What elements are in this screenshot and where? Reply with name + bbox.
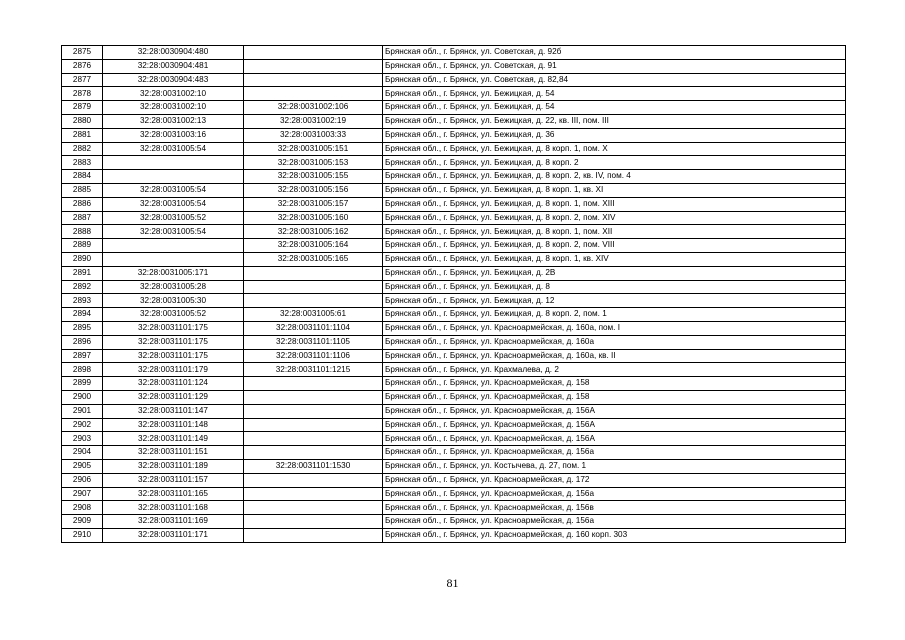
address-cell: Брянская обл., г. Брянск, ул. Костычева, д. 27, пом. 1	[383, 459, 846, 473]
building-cadastral-number-cell: 32:28:0031101:1105	[244, 335, 383, 349]
table-row	[62, 239, 846, 253]
address-cell: Брянская обл., г. Брянск, ул. Красноармейская, д. 156в	[383, 501, 846, 515]
row-number-cell: 2901	[62, 404, 103, 418]
address-cell: Брянская обл., г. Брянск, ул. Бежицкая, д. 8 корп. 1, пом. XII	[383, 225, 846, 239]
building-cadastral-number-cell: 32:28:0031005:153	[244, 156, 383, 170]
address-cell: Брянская обл., г. Брянск, ул. Бежицкая, д. 2В	[383, 266, 846, 280]
land-cadastral-number-cell: 32:28:0031002:10	[103, 101, 244, 115]
table-row	[62, 390, 846, 404]
building-cadastral-number-cell: 32:28:0031005:165	[244, 252, 383, 266]
address-cell: Брянская обл., г. Брянск, ул. Красноармейская, д. 160а	[383, 335, 846, 349]
land-cadastral-number-cell	[103, 239, 244, 253]
row-number-cell: 2898	[62, 363, 103, 377]
table-row	[62, 321, 846, 335]
address-cell: Брянская обл., г. Брянск, ул. Крахмалева, д. 2	[383, 363, 846, 377]
table-row	[62, 473, 846, 487]
building-cadastral-number-cell: 32:28:0031005:155	[244, 170, 383, 184]
table-row	[62, 294, 846, 308]
building-cadastral-number-cell: 32:28:0031005:160	[244, 211, 383, 225]
building-cadastral-number-cell	[244, 46, 383, 60]
row-number-cell: 2890	[62, 252, 103, 266]
row-number-cell: 2899	[62, 377, 103, 391]
building-cadastral-number-cell: 32:28:0031005:164	[244, 239, 383, 253]
row-number-cell: 2895	[62, 321, 103, 335]
table-row	[62, 432, 846, 446]
address-cell: Брянская обл., г. Брянск, ул. Бежицкая, д. 22, кв. III, пом. III	[383, 114, 846, 128]
table-row	[62, 418, 846, 432]
address-cell: Брянская обл., г. Брянск, ул. Бежицкая, д. 8 корп. 2, кв. IV, пом. 4	[383, 170, 846, 184]
land-cadastral-number-cell: 32:28:0031005:54	[103, 183, 244, 197]
address-cell: Брянская обл., г. Брянск, ул. Бежицкая, д. 54	[383, 87, 846, 101]
building-cadastral-number-cell: 32:28:0031003:33	[244, 128, 383, 142]
address-cell: Брянская обл., г. Брянск, ул. Красноармейская, д. 156а	[383, 515, 846, 529]
land-cadastral-number-cell: 32:28:0031101:168	[103, 501, 244, 515]
table-row	[62, 266, 846, 280]
table-row	[62, 128, 846, 142]
address-cell: Брянская обл., г. Брянск, ул. Бежицкая, д. 12	[383, 294, 846, 308]
land-cadastral-number-cell: 32:28:0030904:481	[103, 59, 244, 73]
land-cadastral-number-cell	[103, 156, 244, 170]
row-number-cell: 2904	[62, 446, 103, 460]
row-number-cell: 2884	[62, 170, 103, 184]
land-cadastral-number-cell: 32:28:0031101:169	[103, 515, 244, 529]
row-number-cell: 2900	[62, 390, 103, 404]
address-cell: Брянская обл., г. Брянск, ул. Бежицкая, д. 8 корп. 1, кв. XI	[383, 183, 846, 197]
row-number-cell: 2881	[62, 128, 103, 142]
table-row	[62, 377, 846, 391]
building-cadastral-number-cell	[244, 280, 383, 294]
address-cell: Брянская обл., г. Брянск, ул. Красноармейская, д. 160а, кв. II	[383, 349, 846, 363]
land-cadastral-number-cell: 32:28:0031101:149	[103, 432, 244, 446]
row-number-cell: 2891	[62, 266, 103, 280]
table-row	[62, 363, 846, 377]
address-cell: Брянская обл., г. Брянск, ул. Бежицкая, д. 8 корп. 1, пом. X	[383, 142, 846, 156]
table-row	[62, 487, 846, 501]
table-row	[62, 528, 846, 542]
table-row	[62, 404, 846, 418]
table-row	[62, 87, 846, 101]
table-row	[62, 308, 846, 322]
address-cell: Брянская обл., г. Брянск, ул. Советская, д. 92б	[383, 46, 846, 60]
building-cadastral-number-cell	[244, 377, 383, 391]
table-row	[62, 197, 846, 211]
row-number-cell: 2909	[62, 515, 103, 529]
land-cadastral-number-cell: 32:28:0031002:13	[103, 114, 244, 128]
address-cell: Брянская обл., г. Брянск, ул. Красноармейская, д. 160 корп. 303	[383, 528, 846, 542]
address-cell: Брянская обл., г. Брянск, ул. Красноармейская, д. 172	[383, 473, 846, 487]
building-cadastral-number-cell: 32:28:0031005:156	[244, 183, 383, 197]
land-cadastral-number-cell: 32:28:0030904:483	[103, 73, 244, 87]
building-cadastral-number-cell	[244, 487, 383, 501]
table-row	[62, 101, 846, 115]
address-cell: Брянская обл., г. Брянск, ул. Бежицкая, д. 8 корп. 1, пом. XIII	[383, 197, 846, 211]
row-number-cell: 2883	[62, 156, 103, 170]
row-number-cell: 2908	[62, 501, 103, 515]
land-cadastral-number-cell: 32:28:0031101:151	[103, 446, 244, 460]
building-cadastral-number-cell: 32:28:0031101:1106	[244, 349, 383, 363]
row-number-cell: 2878	[62, 87, 103, 101]
row-number-cell: 2903	[62, 432, 103, 446]
table-row	[62, 349, 846, 363]
row-number-cell: 2907	[62, 487, 103, 501]
address-cell: Брянская обл., г. Брянск, ул. Красноармейская, д. 156а	[383, 446, 846, 460]
land-cadastral-number-cell: 32:28:0031005:54	[103, 197, 244, 211]
land-cadastral-number-cell: 32:28:0031101:175	[103, 349, 244, 363]
row-number-cell: 2876	[62, 59, 103, 73]
land-cadastral-number-cell: 32:28:0031101:171	[103, 528, 244, 542]
building-cadastral-number-cell: 32:28:0031101:1104	[244, 321, 383, 335]
land-cadastral-number-cell: 32:28:0031101:175	[103, 321, 244, 335]
row-number-cell: 2885	[62, 183, 103, 197]
building-cadastral-number-cell	[244, 390, 383, 404]
row-number-cell: 2886	[62, 197, 103, 211]
address-cell: Брянская обл., г. Брянск, ул. Красноармейская, д. 156А	[383, 418, 846, 432]
land-cadastral-number-cell: 32:28:0031101:147	[103, 404, 244, 418]
row-number-cell: 2892	[62, 280, 103, 294]
row-number-cell: 2879	[62, 101, 103, 115]
address-cell: Брянская обл., г. Брянск, ул. Бежицкая, д. 36	[383, 128, 846, 142]
row-number-cell: 2880	[62, 114, 103, 128]
address-cell: Брянская обл., г. Брянск, ул. Советская, д. 91	[383, 59, 846, 73]
address-cell: Брянская обл., г. Брянск, ул. Красноармейская, д. 156А	[383, 432, 846, 446]
table-row	[62, 46, 846, 60]
land-cadastral-number-cell: 32:28:0031005:171	[103, 266, 244, 280]
row-number-cell: 2893	[62, 294, 103, 308]
building-cadastral-number-cell	[244, 515, 383, 529]
row-number-cell: 2877	[62, 73, 103, 87]
address-cell: Брянская обл., г. Брянск, ул. Красноармейская, д. 160а, пом. I	[383, 321, 846, 335]
land-cadastral-number-cell: 32:28:0031101:175	[103, 335, 244, 349]
table-row	[62, 59, 846, 73]
table-row	[62, 183, 846, 197]
table-row	[62, 170, 846, 184]
row-number-cell: 2905	[62, 459, 103, 473]
table-row	[62, 459, 846, 473]
land-cadastral-number-cell: 32:28:0031101:189	[103, 459, 244, 473]
row-number-cell: 2906	[62, 473, 103, 487]
row-number-cell: 2897	[62, 349, 103, 363]
table-row	[62, 73, 846, 87]
address-cell: Брянская обл., г. Брянск, ул. Бежицкая, д. 8 корп. 2	[383, 156, 846, 170]
building-cadastral-number-cell	[244, 266, 383, 280]
table-body	[62, 46, 846, 543]
building-cadastral-number-cell	[244, 446, 383, 460]
land-cadastral-number-cell: 32:28:0031003:16	[103, 128, 244, 142]
table-row	[62, 515, 846, 529]
table-row	[62, 501, 846, 515]
building-cadastral-number-cell	[244, 432, 383, 446]
land-cadastral-number-cell: 32:28:0031101:129	[103, 390, 244, 404]
building-cadastral-number-cell	[244, 294, 383, 308]
building-cadastral-number-cell	[244, 473, 383, 487]
land-cadastral-number-cell: 32:28:0031101:124	[103, 377, 244, 391]
address-cell: Брянская обл., г. Брянск, ул. Бежицкая, д. 8 корп. 2, пом. 1	[383, 308, 846, 322]
land-cadastral-number-cell: 32:28:0031101:157	[103, 473, 244, 487]
building-cadastral-number-cell: 32:28:0031005:151	[244, 142, 383, 156]
land-cadastral-number-cell: 32:28:0031005:30	[103, 294, 244, 308]
building-cadastral-number-cell	[244, 59, 383, 73]
address-cell: Брянская обл., г. Брянск, ул. Красноармейская, д. 156а	[383, 487, 846, 501]
row-number-cell: 2882	[62, 142, 103, 156]
row-number-cell: 2889	[62, 239, 103, 253]
building-cadastral-number-cell	[244, 87, 383, 101]
address-cell: Брянская обл., г. Брянск, ул. Бежицкая, д. 8 корп. 2, пом. VIII	[383, 239, 846, 253]
row-number-cell: 2894	[62, 308, 103, 322]
table-row	[62, 335, 846, 349]
address-cell: Брянская обл., г. Брянск, ул. Бежицкая, д. 54	[383, 101, 846, 115]
row-number-cell: 2875	[62, 46, 103, 60]
row-number-cell: 2910	[62, 528, 103, 542]
land-cadastral-number-cell: 32:28:0031005:54	[103, 142, 244, 156]
land-cadastral-number-cell	[103, 170, 244, 184]
building-cadastral-number-cell: 32:28:0031101:1530	[244, 459, 383, 473]
building-cadastral-number-cell	[244, 73, 383, 87]
row-number-cell: 2902	[62, 418, 103, 432]
address-cell: Брянская обл., г. Брянск, ул. Красноармейская, д. 158	[383, 377, 846, 391]
table-row	[62, 114, 846, 128]
table-row	[62, 280, 846, 294]
building-cadastral-number-cell: 32:28:0031002:19	[244, 114, 383, 128]
land-cadastral-number-cell: 32:28:0031101:179	[103, 363, 244, 377]
address-cell: Брянская обл., г. Брянск, ул. Красноармейская, д. 158	[383, 390, 846, 404]
row-number-cell: 2896	[62, 335, 103, 349]
address-cell: Брянская обл., г. Брянск, ул. Советская, д. 82,84	[383, 73, 846, 87]
building-cadastral-number-cell	[244, 404, 383, 418]
address-cell: Брянская обл., г. Брянск, ул. Красноармейская, д. 156А	[383, 404, 846, 418]
building-cadastral-number-cell: 32:28:0031005:61	[244, 308, 383, 322]
property-table	[61, 45, 846, 543]
table-row	[62, 142, 846, 156]
page-number: 81	[446, 576, 459, 590]
land-cadastral-number-cell: 32:28:0031005:52	[103, 308, 244, 322]
land-cadastral-number-cell: 32:28:0031005:52	[103, 211, 244, 225]
land-cadastral-number-cell: 32:28:0031005:28	[103, 280, 244, 294]
building-cadastral-number-cell	[244, 528, 383, 542]
table-row	[62, 252, 846, 266]
building-cadastral-number-cell	[244, 501, 383, 515]
land-cadastral-number-cell: 32:28:0031101:165	[103, 487, 244, 501]
building-cadastral-number-cell: 32:28:0031005:162	[244, 225, 383, 239]
land-cadastral-number-cell	[103, 252, 244, 266]
address-cell: Брянская обл., г. Брянск, ул. Бежицкая, д. 8 корп. 2, пом. XIV	[383, 211, 846, 225]
building-cadastral-number-cell: 32:28:0031005:157	[244, 197, 383, 211]
land-cadastral-number-cell: 32:28:0030904:480	[103, 46, 244, 60]
address-cell: Брянская обл., г. Брянск, ул. Бежицкая, д. 8	[383, 280, 846, 294]
land-cadastral-number-cell: 32:28:0031005:54	[103, 225, 244, 239]
table-row	[62, 156, 846, 170]
row-number-cell: 2888	[62, 225, 103, 239]
address-cell: Брянская обл., г. Брянск, ул. Бежицкая, д. 8 корп. 1, кв. XIV	[383, 252, 846, 266]
table-row	[62, 446, 846, 460]
table-row	[62, 225, 846, 239]
building-cadastral-number-cell	[244, 418, 383, 432]
land-cadastral-number-cell: 32:28:0031002:10	[103, 87, 244, 101]
row-number-cell: 2887	[62, 211, 103, 225]
building-cadastral-number-cell: 32:28:0031101:1215	[244, 363, 383, 377]
land-cadastral-number-cell: 32:28:0031101:148	[103, 418, 244, 432]
building-cadastral-number-cell: 32:28:0031002:106	[244, 101, 383, 115]
table-row	[62, 211, 846, 225]
